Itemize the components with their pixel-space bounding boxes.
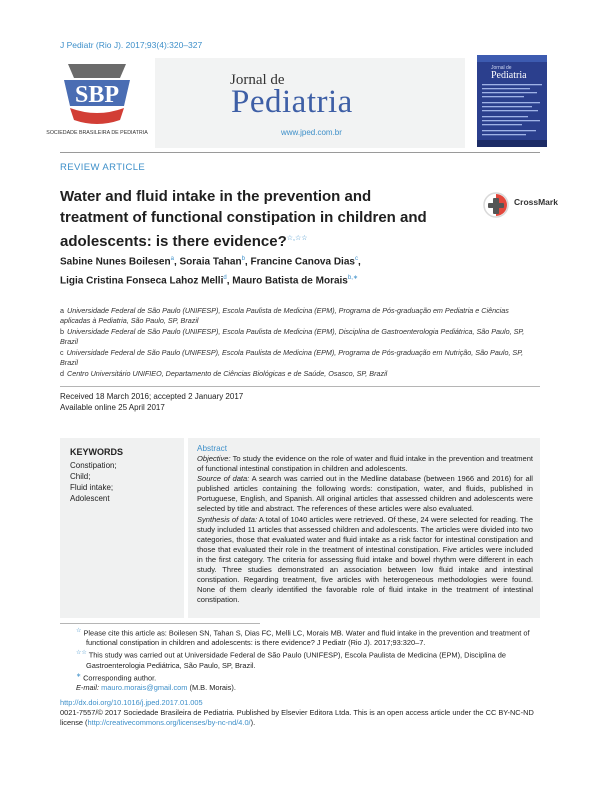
footnotes	[60, 626, 538, 693]
affiliation-b	[60, 327, 540, 347]
author-name: Mauro Batista de Morais	[232, 275, 348, 287]
affiliation-mark: d	[60, 369, 64, 378]
license-end: ).	[250, 718, 256, 727]
article-dates	[60, 392, 243, 413]
affiliation-mark: c	[60, 348, 64, 357]
author-affiliation-mark[interactable]: b	[241, 256, 245, 262]
keyword-item: Adolescent	[70, 494, 110, 503]
affiliation-d	[60, 369, 540, 379]
cover-title: Pediatria	[491, 70, 527, 81]
abstract-heading: Abstract	[197, 444, 228, 453]
author-affiliation-mark[interactable]: a	[170, 256, 174, 262]
journal-citation: J Pediatr (Rio J). 2017;93(4):320–327	[60, 40, 203, 50]
article-title	[60, 186, 430, 252]
journal-subtitle: Jornal de	[230, 72, 285, 88]
author-affiliation-mark[interactable]: b,∗	[347, 275, 358, 282]
abstract-section-text: To study the evidence on the role of water and fluid intake in the prevention and treatment of functional intestinal constipation in children and adolescents.	[197, 454, 533, 474]
footnote-study-site	[60, 648, 538, 670]
footnote-mark: ☆	[76, 628, 82, 634]
license-link[interactable]: http://creativecommons.org/licenses/by-nc-nd/4.0/	[87, 718, 251, 727]
abstract-section-source	[197, 474, 533, 514]
journal-url-link[interactable]: www.jped.com.br	[281, 128, 342, 137]
footnote-email	[60, 683, 538, 693]
footnote-mark: ☆☆	[76, 650, 87, 657]
affiliation-a	[60, 306, 540, 326]
received-date: Received 18 March 2016; accepted 2 January 2017	[60, 392, 244, 401]
author-separator: ,	[173, 256, 180, 268]
abstract-body	[197, 454, 533, 605]
footnote-citation	[60, 626, 538, 648]
keywords-title: KEYWORDS	[70, 447, 124, 457]
affiliation-text: Centro Universitário UNIFIEO, Departamento de Ciências Biológicas e de Saúde, Osasco, SP, Brazil	[67, 369, 388, 378]
footnote-text: Please cite this article as: Boilesen SN, Tahan S, Dias FC, Melli LC, Morais MB. Water and fluid intake in the prevention and treatment of functional constipation in children and adolescents: is there evidence? J Pediatr (Rio J). 2017;93:320–7.	[83, 628, 530, 648]
author-affiliation-mark[interactable]: d	[223, 275, 227, 282]
keyword-item: Fluid intake;	[70, 483, 114, 492]
journal-name: Pediatria	[231, 84, 353, 120]
license-text: 0021-7557/© 2017 Sociedade Brasileira de Pediatria. Published by Elsevier Editora Ltda. This is an open access article under the CC BY-NC-ND license (	[60, 708, 534, 727]
abstract-section-label: Objective:	[197, 454, 231, 463]
author-list	[60, 251, 530, 290]
article-type: REVIEW ARTICLE	[60, 162, 146, 173]
affiliation-c	[60, 348, 540, 368]
affiliation-mark: b	[60, 327, 64, 336]
footnote-text: This study was carried out at Universidade Federal de São Paulo (UNIFESP), Escola Paulista de Medicina (EPM), Disciplina de Gastroenterologia Pediátrica, São Paulo, SP, Brazil.	[86, 650, 507, 670]
online-date: Available online 25 April 2017	[60, 402, 165, 412]
email-owner: (M.B. Morais).	[189, 683, 236, 693]
footnote-text: Corresponding author.	[83, 673, 157, 683]
cover-label: Jornal de	[491, 65, 512, 71]
doi-link[interactable]: http://dx.doi.org/10.1016/j.jped.2017.01.005	[60, 698, 203, 707]
affiliation-mark: a	[60, 306, 64, 315]
affiliation-text: Universidade Federal de São Paulo (UNIFESP), Escola Paulista de Medicina (EPM), Programa de Pós-graduação em Nutrição, São Paulo, SP, Brazil	[60, 348, 524, 367]
author-affiliation-mark[interactable]: c	[354, 256, 358, 262]
author-name: Sabine Nunes Boilesen	[60, 256, 171, 268]
abstract-section-synthesis	[197, 515, 533, 606]
article-title-text: Water and fluid intake in the prevention and treatment of functional constipation in children and adolescents: is there evidence?	[60, 188, 427, 250]
crossmark-label[interactable]: CrossMark	[514, 197, 558, 207]
doi-license-block	[60, 698, 538, 728]
author-name: Ligia Cristina Fonseca Lahoz Melli	[60, 275, 224, 287]
sbp-logo-text: SBP	[74, 82, 120, 108]
author-separator: ,	[357, 256, 361, 268]
header-divider	[60, 152, 540, 153]
affiliation-text: Universidade Federal de São Paulo (UNIFESP), Escola Paulista de Medicina (EPM), Programa de Pós-graduação em Pediatria e Ciências aplicadas à Pediatria, São Paulo, SP, Brazil	[60, 306, 509, 325]
footnote-mark: ∗	[76, 672, 82, 679]
affiliation-text: Universidade Federal de São Paulo (UNIFESP), Escola Paulista de Medicina (EPM), Disciplina de Gastroenterologia Pediátrica, São Paulo, SP, Brazil	[60, 327, 525, 346]
abstract-section-objective	[197, 454, 533, 474]
keyword-item: Child;	[70, 472, 91, 481]
abstract-section-text: A search was carried out in the Medline database (between 1966 and 2016) for all published articles containing the following words: constipation, water, and fluids, published in Portuguese, English, and Spanish. All original articles that assessed children and adolescents were selected by title and abstract. The references of these articles were also evaluated.	[197, 474, 533, 514]
abstract-section-label: Source of data:	[197, 474, 250, 484]
author-name: Francine Canova Dias	[250, 256, 355, 268]
sbp-logo	[46, 58, 148, 144]
author-name: Soraia Tahan	[179, 256, 242, 268]
email-label: E-mail:	[76, 683, 99, 693]
title-footnote-marks[interactable]: ☆,☆☆	[286, 235, 308, 242]
journal-cover-thumbnail	[477, 55, 547, 147]
footnote-divider	[60, 623, 260, 624]
affiliation-divider	[60, 386, 540, 387]
keyword-item: Constipation;	[70, 461, 117, 470]
abstract-section-label: Synthesis of data:	[197, 514, 258, 524]
author-separator: ,	[226, 275, 233, 287]
abstract-section-text: A total of 1040 articles were retrieved. Of these, 24 were selected for reading. The study included 11 articles that assessed children and adolescents. The articles were divided into two categories, those that evaluated water and fluid intake as a risk factor for intestinal constipation and those that evaluated their role in the treatment of intestinal constipation. Five articles were included in the first category. The criteria for assessing fluid intake and bowel rhythm were different in each study. Three studies demonstrated an association between low fluid intake and intestinal constipation. Regarding treatment, five articles with heterogeneous methodologies were found. None of them clearly identified the favorable role of fluid intake in the treatment of intestinal constipation.	[197, 514, 533, 605]
sbp-logo-caption: SOCIEDADE BRASILEIRA DE PEDIATRIA	[46, 130, 148, 136]
footnote-corresponding	[60, 671, 538, 683]
crossmark-icon[interactable]	[482, 191, 510, 226]
author-separator: ,	[244, 256, 251, 268]
email-link[interactable]: mauro.morais@gmail.com	[101, 683, 188, 693]
